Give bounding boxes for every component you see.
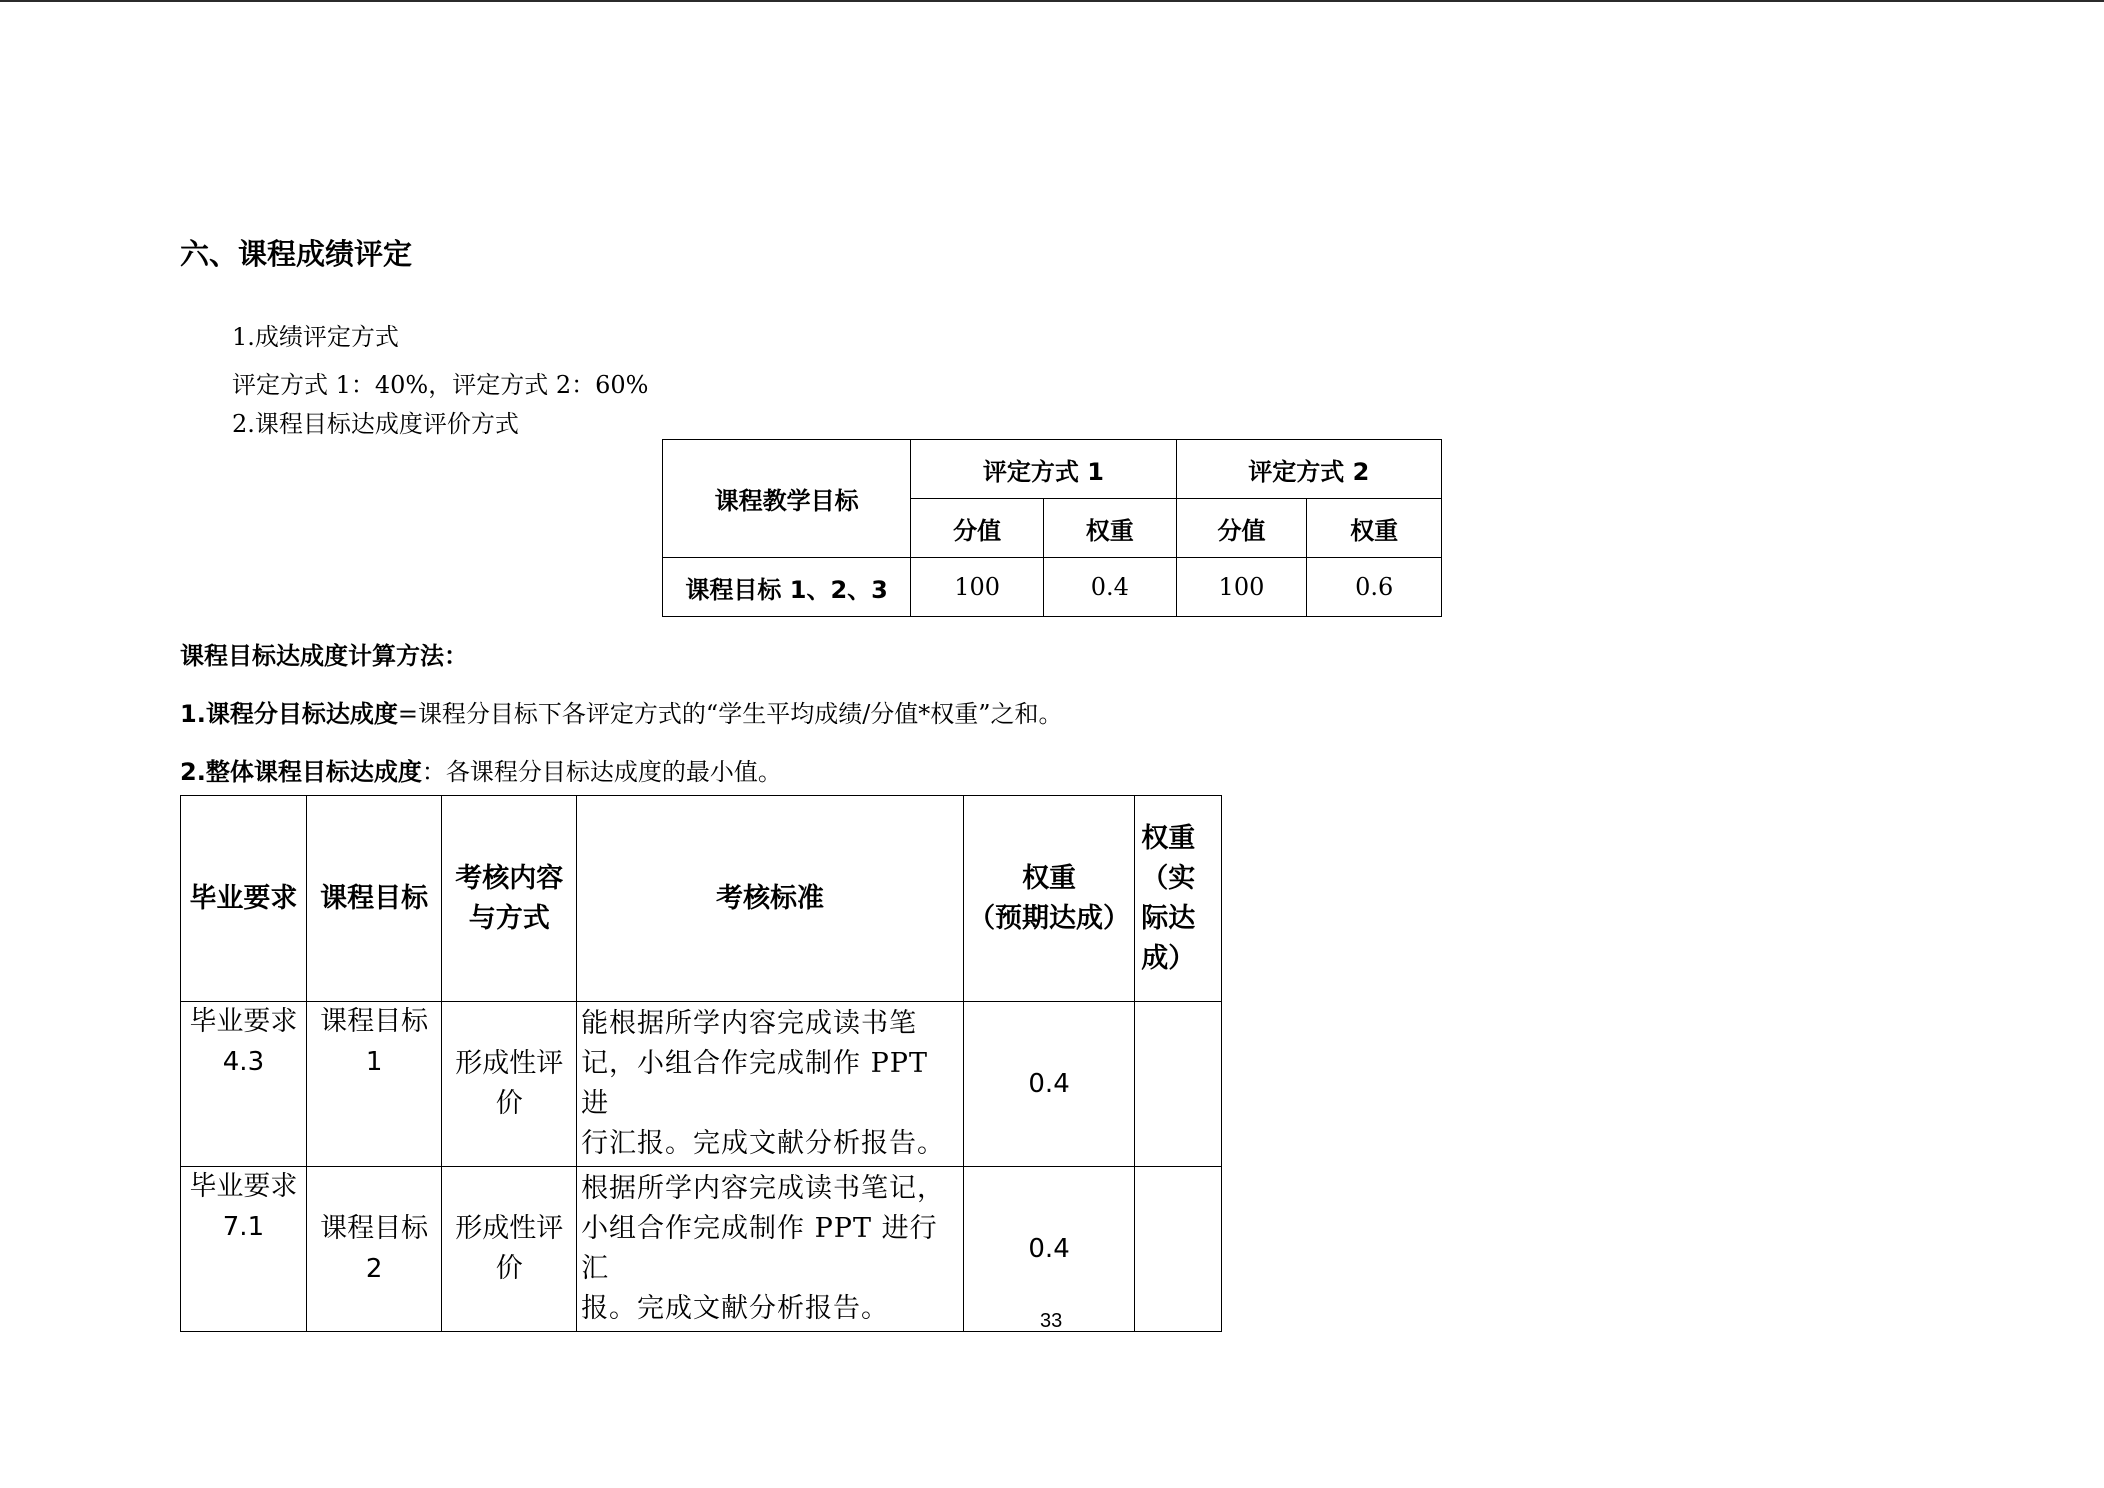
header-m2-score: 分值 (1176, 499, 1307, 558)
row2-method (442, 1167, 577, 1332)
row2-method-line1: 形成性评 (455, 1213, 564, 1244)
row2-standard (577, 1167, 964, 1332)
row2-std-line2: 小组合作完成制作 PPT 进行汇 (581, 1213, 938, 1284)
row2-course-goal (306, 1167, 442, 1332)
header-weight-actual (1135, 796, 1222, 1002)
row1-std-line3: 行汇报。完成文献分析报告。 (581, 1128, 946, 1159)
assessment-weight-table (662, 439, 1442, 617)
row1-goal-line2: 1 (365, 1047, 383, 1077)
calc-rule-1-term: 1.课程分目标达成度 (180, 700, 398, 728)
calc-method-title: 课程目标达成度计算方法： (180, 642, 468, 670)
page-top-border (0, 0, 2104, 2)
table-row (181, 1002, 1222, 1167)
row1-method-line2: 价 (495, 1088, 523, 1119)
row2-req-line2: 7.1 (222, 1212, 265, 1242)
row1-standard (577, 1002, 964, 1167)
row2-weight-actual (1135, 1167, 1222, 1332)
header-content-line2: 与方式 (468, 902, 550, 934)
header-m1-weight: 权重 (1043, 499, 1176, 558)
row2-goal-line1: 课程目标 (320, 1213, 429, 1244)
header-course-goal: 课程目标 (306, 796, 442, 1002)
row1-std-line2: 记，小组合作完成制作 PPT 进 (581, 1048, 928, 1119)
m1-score-value: 100 (911, 558, 1044, 617)
item1-text: 评定方式 1：40%，评定方式 2：60% (232, 371, 649, 399)
header-method-2: 评定方式 2 (1176, 440, 1441, 499)
header-m2-weight: 权重 (1307, 499, 1442, 558)
item1-title: 1.成绩评定方式 (232, 323, 399, 351)
row1-graduation-req (181, 1002, 307, 1167)
row1-method (442, 1002, 577, 1167)
header-method-1: 评定方式 1 (911, 440, 1176, 499)
header-standard: 考核标准 (577, 796, 964, 1002)
row2-goal-line2: 2 (365, 1254, 383, 1284)
m2-score-value: 100 (1176, 558, 1307, 617)
row1-goal-line1: 课程目标 (320, 1006, 429, 1037)
header-content-line1: 考核内容 (455, 862, 564, 894)
header-content-method (442, 796, 577, 1002)
calc-rule-1-text: =课程分目标下各评定方式的“学生平均成绩/分值*权重”之和。 (397, 700, 1063, 728)
row1-weight-expected: 0.4 (963, 1002, 1134, 1167)
row2-std-line3: 报。完成文献分析报告。 (581, 1293, 890, 1324)
header-wact-line2: （实 (1141, 862, 1196, 894)
row2-graduation-req (181, 1167, 307, 1332)
header-wact-line1: 权重 (1141, 822, 1196, 854)
header-wexp-line1: 权重 (1022, 862, 1077, 894)
row1-std-line1: 能根据所学内容完成读书笔 (581, 1008, 918, 1039)
header-weight-expected (963, 796, 1134, 1002)
calc-rule-2 (180, 752, 782, 787)
page-number: 33 (1040, 1310, 1063, 1332)
row1-req-line1: 毕业要求 (189, 1006, 298, 1037)
row2-weight-expected: 0.4 (963, 1167, 1134, 1332)
row-objective-label: 课程目标 1、2、3 (663, 558, 911, 617)
header-course-objective: 课程教学目标 (663, 440, 911, 558)
m2-weight-value: 0.6 (1307, 558, 1442, 617)
objective-assessment-table (180, 795, 1222, 1332)
header-m1-score: 分值 (911, 499, 1044, 558)
section-title: 六、课程成绩评定 (180, 237, 413, 271)
row2-method-line2: 价 (495, 1253, 523, 1284)
calc-rule-2-term: 2.整体课程目标达成度 (180, 758, 422, 786)
header-wexp-line2: （预期达成） (968, 902, 1131, 934)
row1-course-goal (306, 1002, 442, 1167)
row2-req-line1: 毕业要求 (189, 1171, 298, 1202)
row1-method-line1: 形成性评 (455, 1048, 564, 1079)
m1-weight-value: 0.4 (1043, 558, 1176, 617)
row1-weight-actual (1135, 1002, 1222, 1167)
calc-rule-2-text: ：各课程分目标达成度的最小值。 (421, 758, 782, 786)
header-wact-line4: 成） (1141, 942, 1196, 974)
item2-title: 2.课程目标达成度评价方式 (232, 410, 519, 438)
row1-req-line2: 4.3 (222, 1047, 265, 1077)
header-graduation-req: 毕业要求 (181, 796, 307, 1002)
row2-std-line1: 根据所学内容完成读书笔记， (581, 1173, 946, 1204)
table-row (181, 1167, 1222, 1332)
calc-rule-1 (180, 694, 1063, 729)
header-wact-line3: 际达 (1141, 902, 1196, 934)
